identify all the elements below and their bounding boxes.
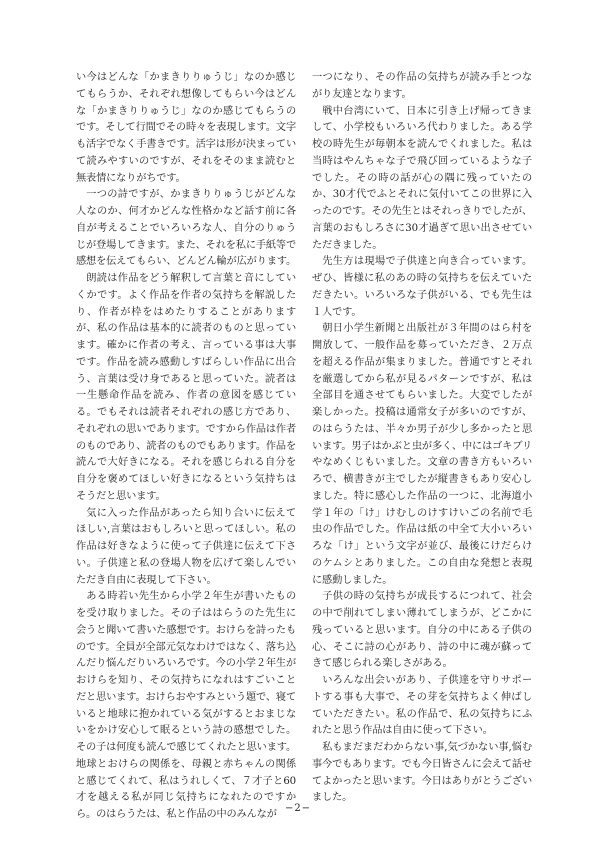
right-text-column [312,70,532,807]
paragraph: 先生方は現場で子供達と向き合っています。ぜひ、皆様に私のあの時の気持ちを伝えていただきたい。いろいろな子供がいる、でも先生は１人です。 [312,256,532,318]
paragraph: 一つの詩ですが、かまきりりゅうじがどんな人なのか、何才かどんな性格かなど話す前に各自が考えることでいろいろな人、自分のりゅうじが登場してきます。また、それを私に手紙等で感想を伝えてもらい、どんどん輪が広がります。 [76,189,297,268]
paragraph: 朗読は作品をどう解釈して言葉と音にしていくかです。よく作品を作者の気持ちを解説したり、作者が枠をはめたりすることがありますが、私の作品は基本的に読者のものと思っています。確かに作者の考え、言っている事は大事です。作品を読み感動しすばらしい作品に出合う、言葉は受け身であると思っていた。読者は一生懸命作品を読み、作者の意図を感じている。でもそれは読者それぞれの感じ方であり、それぞれの思いであります。ですから作品は作者のものであり、読者のものでもあります。作品を読んで大好きになる。それを感じられる自分を自分を褒めてほしい好きになるという気持ちはそうだと思います。 [76,273,297,502]
paragraph: 気に入った作品があったら知り合いに伝えてほしい,言葉はおもしろいと思ってほしい。私の作品は好きなように使って子供達に伝えて下さい。子供達と私の登場人物を広げて楽しんでいただき自由に表現して下さい。 [76,507,296,586]
paragraph: いろんな出会いがあり、子供達を守りサポートする事も大事で、その芽を気持ちよく伸ばしていただきたい。私の作品で、私の気持ちにふれたと思う作品は自由に使って下さい。 [312,675,532,737]
paragraph: 朝日小学生新聞と出版社が３年間のはら村を開放して、一般作品を募っていただき、２万点を超える作品が集まりました。普通ですとそれを厳選してから私が見るパターンですが、私は全部目を通させてもらいました。大変でしたが楽しかった。投稿は通常女子が多いのですが、のはらうたは、半々か男子が少し多かったと思います。男子はかぶと虫が多く、中にはゴキブリやなめくじもいました。文章の書き方もいろいろで、横書きが主でしたが縦書きもあり安心しました。特に感心した作品の一つに、北海道小学１年の「け」けむしのけすけいごの名前で毛虫の作品でした。作品は紙の中全て大小いろいろな「け」という文字が並び、最後にけだらけのケムシとありました。この自由な発想と表現に感動しました。 [312,323,532,586]
paragraph: 子供の時の気持ちが成長するにつれて、社会の中で削れてしまい薄れてしまうが、どこかに残っていると思います。自分の中にある子供の心、そこに詩の心があり、詩の中に魂が蘇ってきて感じられる楽しさがある。 [312,591,532,670]
paragraph: 私もまだまだわからない事,気づかない事,悩む事今でもあります。でも今日皆さんに会えて話せてよかったと思います。今日はありがとうございました。 [312,742,533,804]
paragraph: い今はどんな「かまきりりゅうじ」なのか感じてもらうか、それぞれ想像してもらい今はどんな「かまきりりゅうじ」なのか感じてもらうのです。そして行間でその時々を表現します。文字も活字でなく手書きです。活字は形が決まっていて読みやすいのですが、それをそのまま読むと無表情になりがちです。 [76,72,297,184]
paragraph: 一つになり、その作品の気持ちが読み手とつながり友達となります。 [312,72,532,100]
paragraph: ある時若い先生から小学２年生が書いたものを受け取りました。その子ははらうのた先生に会うと聞いて書いた感想です。おけらを詩ったものです。全員が全部元気なわけではなく、落ち込んだり悩んだりいろいろです。今の小学２年生がおけらを知り、その気持ちになれはすごいことだと思います。おけらおやすみという題で、寝ていると地球に抱かれている気がするとおまじないをかけ安心して眠るという詩の感想でした。その子は何度も読んで感じてくれたと思います。地球とおけらの関係を、母親と赤ちゃんの関係と感じてくれて、私はうれしくて、７才子と60才を越える私が同じ気持ちになれたのですから。のはらうたは、私と作品の中のみんなが [76,591,297,820]
page-number: −2− [284,803,312,814]
paragraph: 戦中台湾にいて、日本に引き上げ帰ってきまして、小学校もいろいろ代わりました。ある学校の時先生が毎朝本を読んでくれました。私は当時はやんちゃな子で飛び回っているような子でした。その時の話が心の隅に残っていたのか、30才代でふとそれに気付いてこの世界に入ったのです。その先生とはそれっきりでしたが、言葉のおもしろさに30才過ぎて思い出させていただきました。 [312,105,533,251]
left-text-column [76,70,296,824]
